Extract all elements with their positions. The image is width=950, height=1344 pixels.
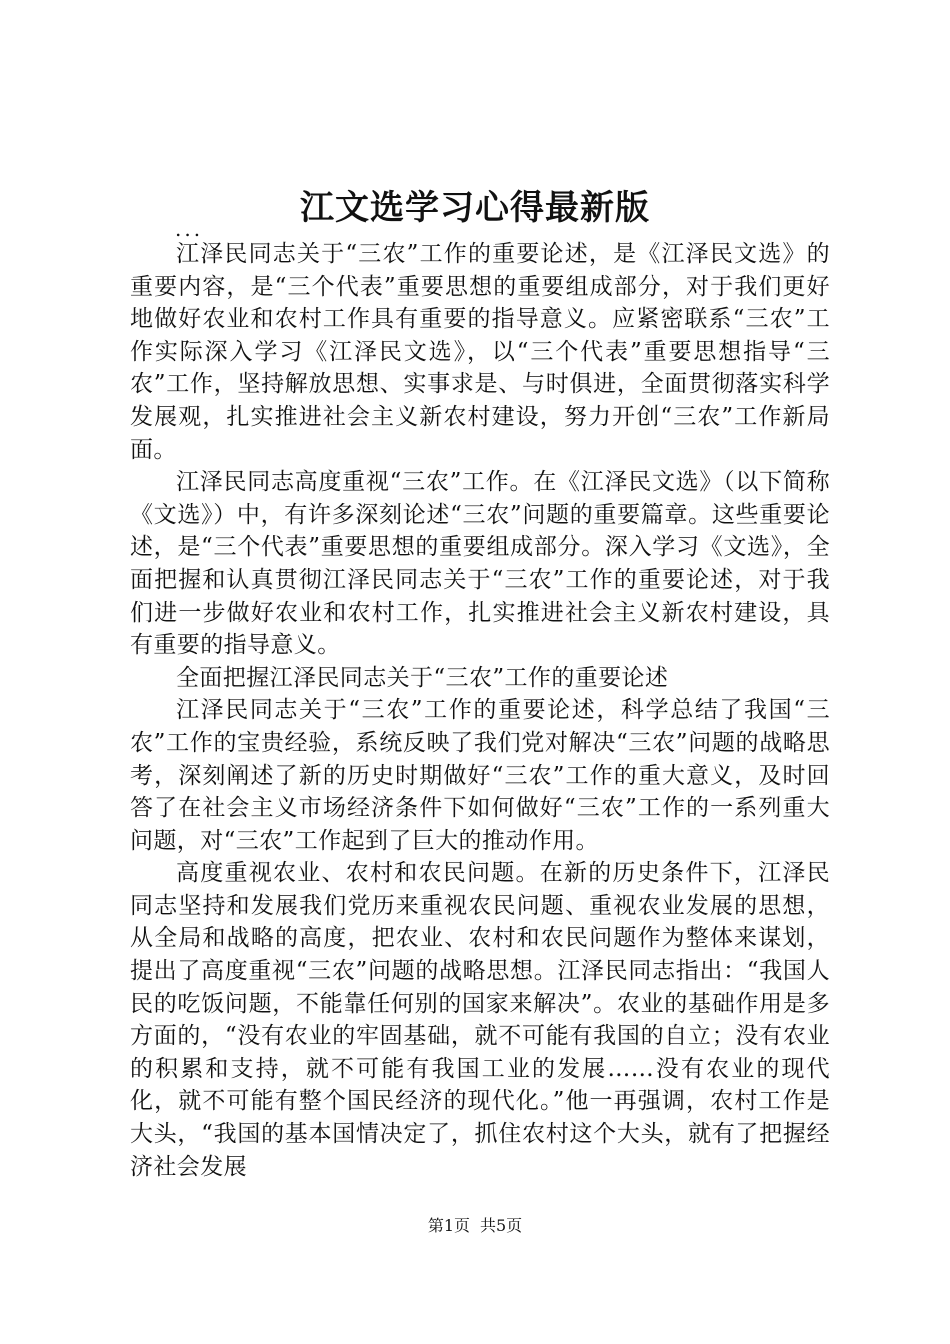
body-paragraph: 高度重视农业、农村和农民问题。在新的历史条件下，江泽民同志坚持和发展我们党历来重视农民问题、重视农业发展的思想，从全局和战略的高度，把农业、农村和农民问题作为整体来谋划，提出了高度重视“三农”问题的战略思想。江泽民同志指出：“我国人民的吃饭问题，不能靠任何别的国家来解决”。农业的基础作用是多方面的，“没有农业的牢固基础，就不可能有我国的自立；没有农业的积累和支持，就不可能有我国工业的发展……没有农业的现代化，就不可能有整个国民经济的现代化。”他一再强调，农村工作是大头，“我国的基本国情决定了，抓住农村这个大头，就有了把握经济社会发展 — [130, 860, 830, 1180]
document-body — [130, 238, 830, 1183]
page-number: 第1页 — [427, 1216, 470, 1235]
ellipsis-marker: ... — [175, 217, 204, 241]
page-total: 共5页 — [480, 1216, 523, 1235]
body-paragraph: 江泽民同志关于“三农”工作的重要论述，是《江泽民文选》的重要内容，是“三个代表”重要思想的重要组成部分，对于我们更好地做好农业和农村工作具有重要的指导意义。应紧密联系“三农”工作实际深入学习《江泽民文选》，以“三个代表”重要思想指导“三农”工作，坚持解放思想、实事求是、与时俱进，全面贯彻落实科学发展观，扎实推进社会主义新农村建设，努力开创“三农”工作新局面。 — [130, 241, 830, 463]
section-heading: 全面把握江泽民同志关于“三农”工作的重要论述 — [176, 664, 669, 691]
document-title: 江文选学习心得最新版 — [300, 188, 650, 228]
body-paragraph: 江泽民同志关于“三农”工作的重要论述，科学总结了我国“三农”工作的宝贵经验，系统反映了我们党对解决“三农”问题的战略思考，深刻阐述了新的历史时期做好“三农”工作的重大意义，及时回答了在社会主义市场经济条件下如何做好“三农”工作的一系列重大问题，对“三农”工作起到了巨大的推动作用。 — [130, 697, 830, 854]
body-paragraph: 江泽民同志高度重视“三农”工作。在《江泽民文选》（以下简称《文选》）中，有许多深刻论述“三农”问题的重要篇章。这些重要论述，是“三个代表”重要思想的重要组成部分。深入学习《文选》，全面把握和认真贯彻江泽民同志关于“三农”工作的重要论述，对于我们进一步做好农业和农村工作，扎实推进社会主义新农村建设，具有重要的指导意义。 — [130, 469, 830, 659]
page-footer — [0, 1214, 950, 1238]
